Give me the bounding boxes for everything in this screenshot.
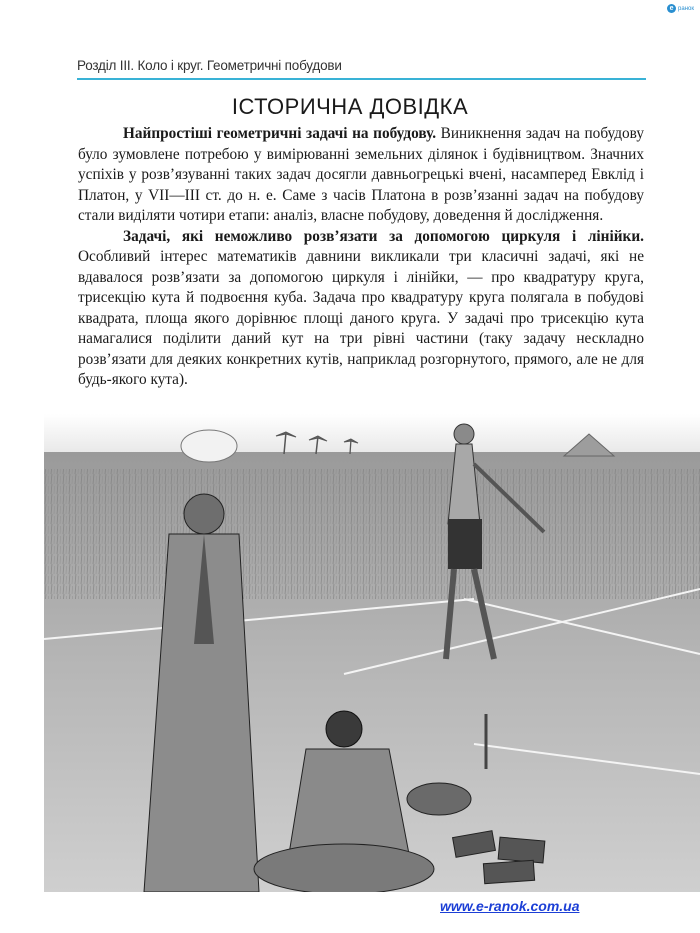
paragraph-1-lead: Найпростіші геометричні задачі на побудову. xyxy=(123,125,437,142)
website-link[interactable]: www.e-ranok.com.ua xyxy=(440,898,580,914)
paragraph-2 xyxy=(78,227,644,391)
historical-illustration xyxy=(44,414,700,892)
logo-mark: e xyxy=(667,4,676,13)
basket xyxy=(407,783,471,815)
tall-grass xyxy=(44,469,700,599)
logo-text: ранок xyxy=(678,5,694,12)
paragraph-2-body: Особливий інтерес математиків давнини викликали три класичні задачі, які не вдавалося розв’язати за допомогою циркуля і лінійки, — про квадратуру круга, трисекцію кута й подвоєння куба. Задача про квадратуру круга полягала в побудові квадрата, площа якого дорівнює площі даного круга. У задачі про трисекцію кута намагалися поділити даний кут на три рівні частини (таку задачу нескладно розв’язати для деяких конкретних кутів, наприклад розгорнутого, прямого, але не для будь-якого кута). xyxy=(78,248,644,388)
section-title: ІСТОРИЧНА ДОВІДКА xyxy=(231,94,469,119)
body-text xyxy=(78,124,644,391)
distant-tent xyxy=(181,430,237,462)
paragraph-1 xyxy=(78,124,644,227)
paragraph-2-lead: Задачі, які неможливо розв’язати за допомогою циркуля і лінійки. xyxy=(123,227,644,245)
header-rule xyxy=(77,78,646,80)
publisher-logo xyxy=(667,4,694,13)
paragraph-1-body: Виникнення задач на побудову було зумовлене потребою у вимірюванні земельних ділянок і будівництвом. Значних успіхів у розв’язуванні таких задач досягли давньогрецькі вчені, насамперед Евклід і Платон, у VII—III ст. до н. е. Саме з часів Платона в розв’язанні задач на побудову стали виділяти чотири етапи: аналіз, власне побудову, доведення й дослідження. xyxy=(78,125,644,224)
running-head: Розділ III. Коло і круг. Геометричні побудови xyxy=(77,58,342,73)
